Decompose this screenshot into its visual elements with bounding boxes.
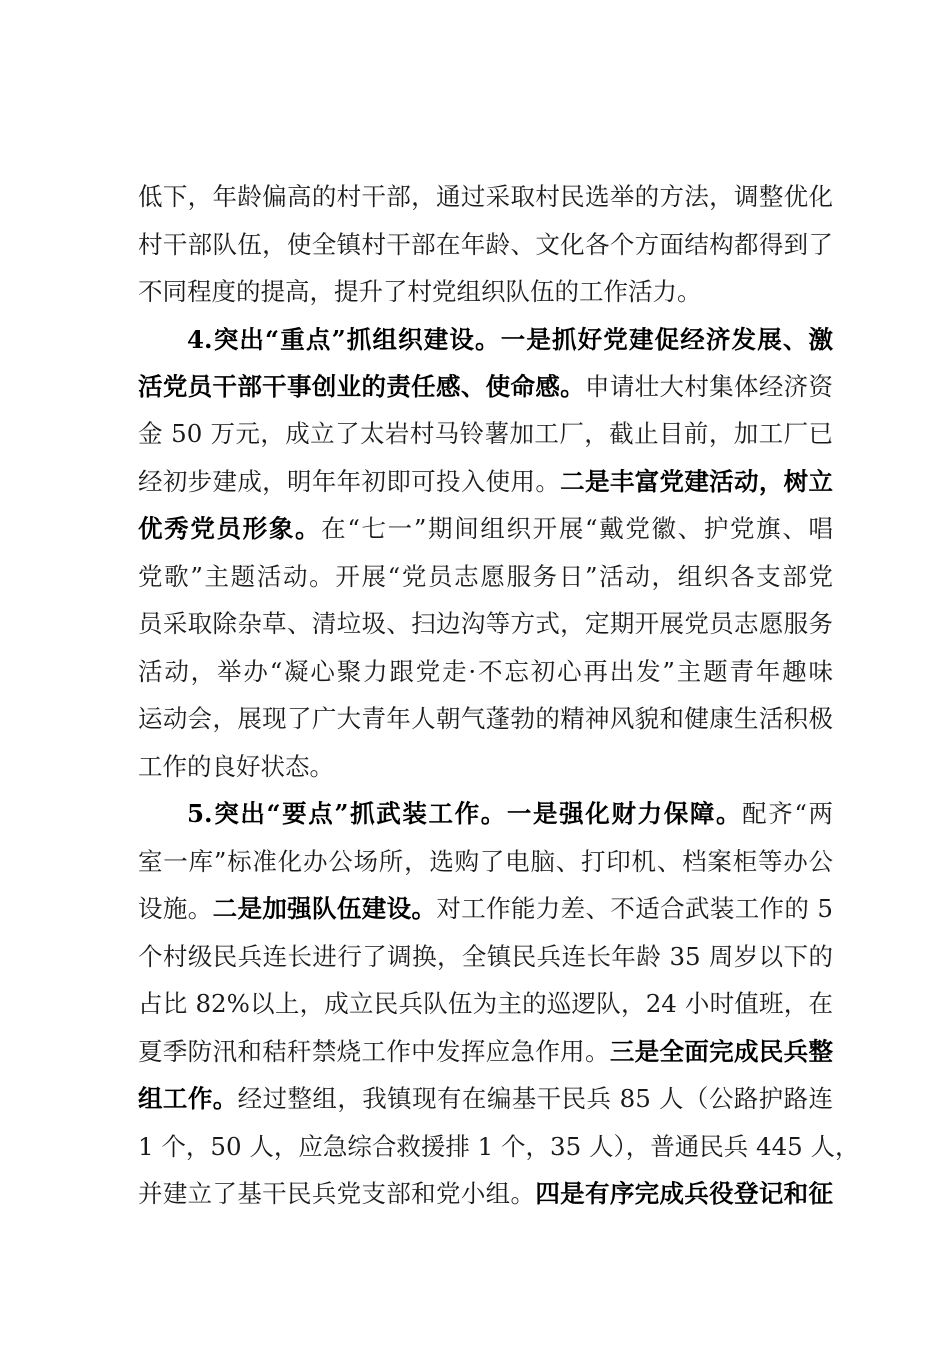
text-line — [138, 1121, 860, 1173]
text-line — [138, 598, 833, 650]
text-segment: 不同程度的提高，提升了村党组织队伍的工作活力。 — [138, 277, 702, 306]
bold-heading: 5.突出“要点”抓武装工作。一是强化财力保障。 — [187, 799, 743, 828]
text-line — [187, 314, 833, 366]
bold-heading: 二是丰富党建活动，树立 — [560, 467, 834, 496]
text-segment: 金 50 万元，成立了太岩村马铃薯加工厂，截止目前，加工厂已 — [138, 419, 833, 448]
text-line — [138, 361, 833, 413]
text-segment: 对工作能力差、不适合武装工作的 5 — [436, 894, 834, 923]
text-line — [138, 266, 833, 318]
bold-heading: 四是有序完成兵役登记和征 — [535, 1179, 834, 1208]
bold-heading: 优秀党员形象。 — [138, 514, 322, 543]
text-line — [138, 171, 833, 223]
text-line — [138, 978, 833, 1030]
text-line — [138, 456, 833, 508]
text-segment: 经过整组，我镇现有在编基干民兵 85 人（公路护路连 — [237, 1084, 834, 1113]
text-segment: 申请壮大村集体经济资 — [585, 372, 833, 401]
text-segment: 工作的良好状态。 — [138, 752, 334, 781]
text-segment: 并建立了基干民兵党支部和党小组。 — [138, 1179, 536, 1208]
text-line — [138, 1073, 833, 1125]
text-line — [138, 1026, 833, 1078]
text-segment: 经初步建成，明年年初即可投入使用。 — [138, 467, 561, 496]
text-segment: 运动会，展现了广大青年人朝气蓬勃的精神风貌和健康生活积极 — [138, 704, 833, 733]
text-segment: 活动，举办“凝心聚力跟党走·不忘初心再出发”主题青年趣味 — [138, 657, 833, 686]
bold-heading: 活党员干部干事创业的责任感、使命感。 — [138, 372, 585, 401]
text-line — [138, 836, 833, 888]
bold-heading: 二是加强队伍建设。 — [212, 894, 437, 923]
text-line — [138, 551, 833, 603]
text-segment: 1 个，50 人，应急综合救援排 1 个，35 人），普通民兵 445 人， — [138, 1132, 860, 1161]
text-segment: 村干部队伍，使全镇村干部在年龄、文化各个方面结构都得到了 — [138, 230, 833, 259]
text-segment: 配齐“两 — [742, 799, 833, 828]
text-line — [138, 646, 833, 698]
text-segment: 夏季防汛和秸秆禁烧工作中发挥应急作用。 — [138, 1037, 610, 1066]
text-segment: 员采取除杂草、清垃圾、扫边沟等方式，定期开展党员志愿服务 — [138, 609, 833, 638]
bold-heading: 组工作。 — [138, 1084, 238, 1113]
text-line — [138, 219, 833, 271]
text-line — [138, 1168, 833, 1220]
text-line — [138, 931, 833, 983]
text-line — [138, 408, 833, 460]
text-segment: 占比 82%以上，成立民兵队伍为主的巡逻队，24 小时值班，在 — [138, 989, 833, 1018]
text-segment: 室一库”标准化办公场所，选购了电脑、打印机、档案柜等办公 — [138, 847, 833, 876]
text-segment: 党歌”主题活动。开展“党员志愿服务日”活动，组织各支部党 — [138, 562, 833, 591]
bold-heading: 三是全面完成民兵整 — [609, 1037, 834, 1066]
text-line — [138, 503, 833, 555]
bold-heading: 4.突出“重点”抓组织建设。一是抓好党建促经济发展、激 — [187, 325, 833, 354]
text-line — [187, 788, 833, 840]
text-line — [138, 883, 833, 935]
text-segment: 低下，年龄偏高的村干部，通过采取村民选举的方法，调整优化 — [138, 182, 833, 211]
text-segment: 个村级民兵连长进行了调换，全镇民兵连长年龄 35 周岁以下的 — [138, 942, 833, 971]
text-line — [138, 741, 833, 793]
text-segment: 设施。 — [138, 894, 213, 923]
text-line — [138, 693, 833, 745]
text-segment: 在“七一”期间组织开展“戴党徽、护党旗、唱 — [321, 514, 834, 543]
